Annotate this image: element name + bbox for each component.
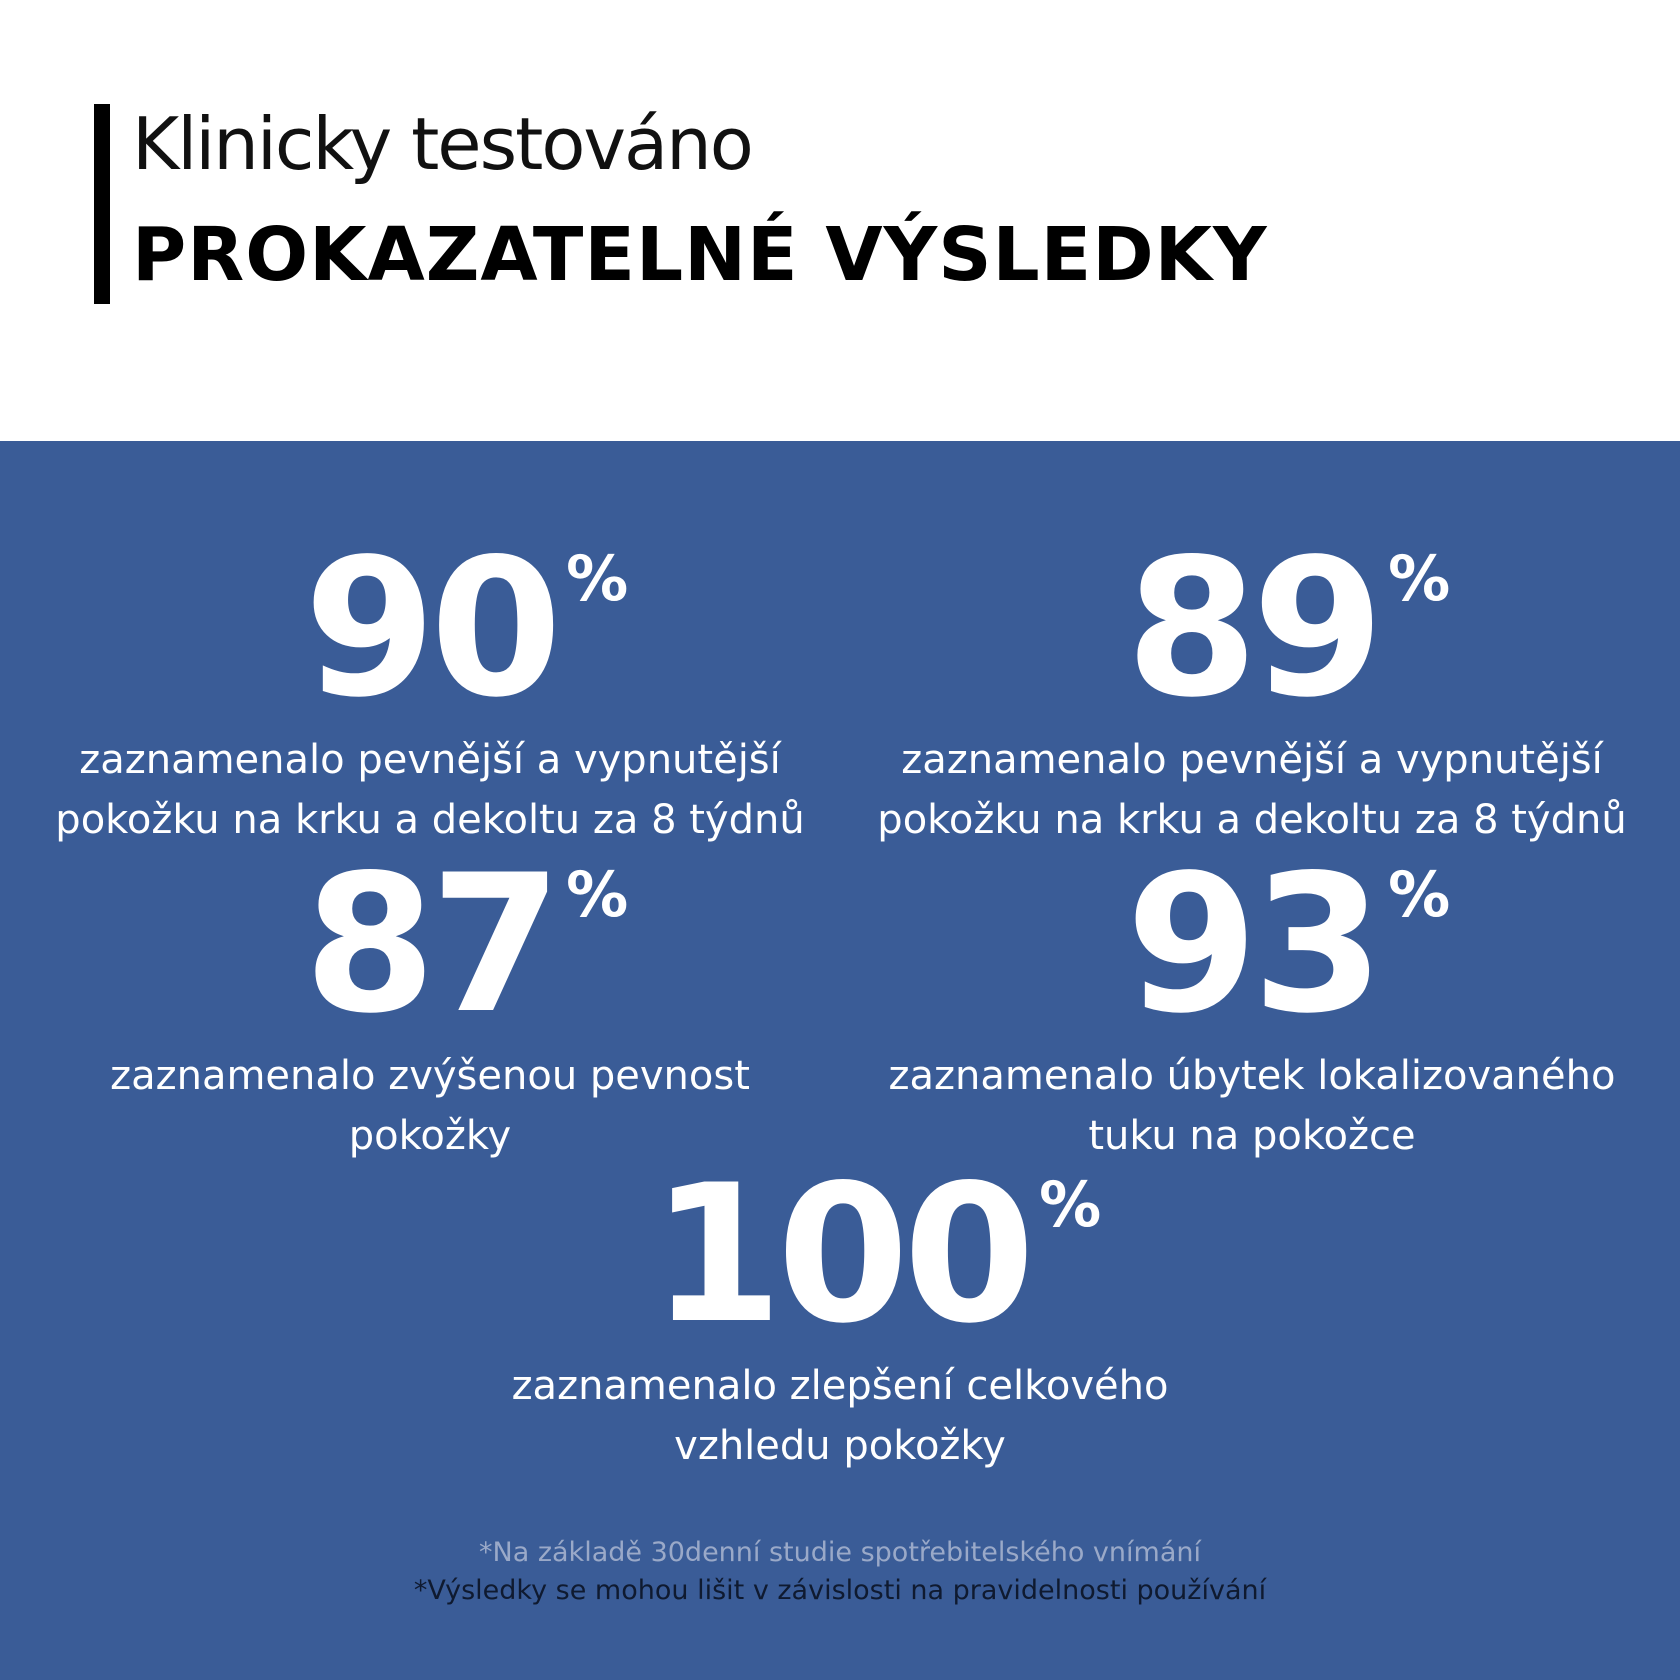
stat-description-line: zaznamenalo zlepšení celkového [511, 1363, 1169, 1409]
stat-block-3 [20, 834, 840, 1166]
header-subtitle: Klinicky testováno [132, 102, 752, 186]
header-accent-bar [94, 104, 110, 304]
stat-block-2 [842, 518, 1662, 850]
stat-description-line: zaznamenalo úbytek lokalizovaného [888, 1053, 1616, 1099]
header-title: PROKAZATELNÉ VÝSLEDKY [132, 212, 1268, 298]
stat-description [20, 730, 840, 850]
stat-block-5 [430, 1144, 1250, 1476]
stat-number: 90 [303, 518, 557, 739]
stat-number: 89 [1125, 518, 1379, 739]
stat-percent-sign: % [1388, 858, 1451, 931]
stat-number: 87 [303, 834, 557, 1055]
stat-value [303, 834, 629, 1055]
stat-block-1 [20, 518, 840, 850]
stat-value [650, 1144, 1102, 1365]
stat-description-line: pokožku na krku a dekoltu za 8 týdnů [55, 797, 805, 843]
stat-percent-sign: % [1388, 542, 1451, 615]
stat-description-line: zaznamenalo pevnější a vypnutější [901, 737, 1603, 783]
stat-value [1125, 518, 1451, 739]
stat-percent-sign: % [566, 542, 629, 615]
stat-number: 93 [1125, 834, 1379, 1055]
footnote-disclaimer: *Výsledky se mohou lišit v závislosti na pravidelnosti používání [413, 1575, 1267, 1606]
stat-description-line: zaznamenalo pevnější a vypnutější [79, 737, 781, 783]
stat-percent-sign: % [1039, 1168, 1102, 1241]
footnotes [0, 1534, 1680, 1610]
stat-value [303, 518, 629, 739]
stat-description [842, 730, 1662, 850]
footnote-study: *Na základě 30denní studie spotřebitelského vnímání [479, 1537, 1201, 1568]
stat-description-line: tuku na pokožce [1088, 1113, 1416, 1159]
stat-description-line: zaznamenalo zvýšenou pevnost [110, 1053, 750, 1099]
stat-description-line: pokožku na krku a dekoltu za 8 týdnů [877, 797, 1627, 843]
stat-block-4 [822, 834, 1680, 1166]
stat-description-line: vzhledu pokožky [674, 1423, 1006, 1469]
stat-description [430, 1356, 1250, 1476]
stat-number: 100 [650, 1144, 1030, 1365]
stat-description-line: pokožky [348, 1113, 512, 1159]
stat-value [1125, 834, 1451, 1055]
stat-percent-sign: % [566, 858, 629, 931]
